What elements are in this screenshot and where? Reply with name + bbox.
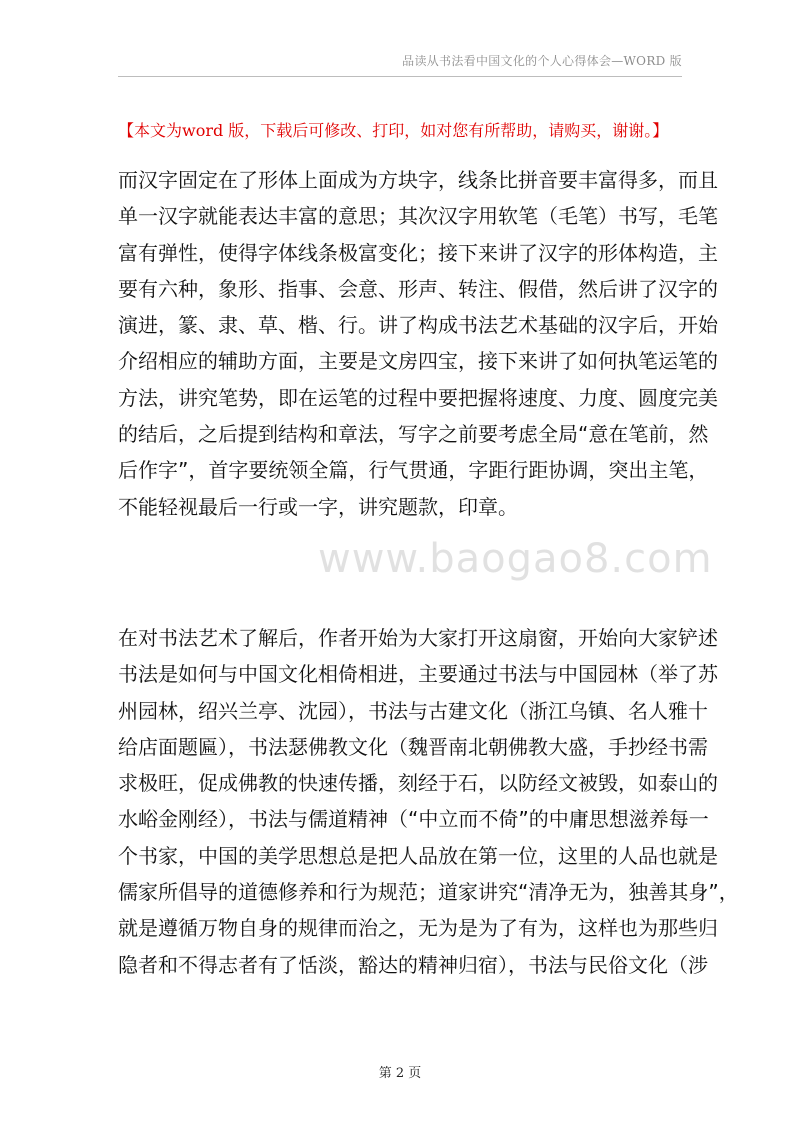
watermark: www.baogao8.com bbox=[318, 536, 713, 582]
text-line: 给店面题匾），书法瑟佛教文化（魏晋南北朝佛教大盛，手抄经书需 bbox=[118, 734, 708, 759]
text-line: 而汉字固定在了形体上面成为方块字，线条比拼音要丰富得多，而且 bbox=[118, 168, 718, 192]
paragraph-2 bbox=[118, 620, 739, 983]
page-header: 品读从书法看中国文化的个人心得体会—WORD 版 bbox=[402, 54, 682, 68]
text-line: 富有弹性，使得字体线条极富变化；接下来讲了汉字的形体构造，主 bbox=[118, 240, 718, 265]
text-line: 就是遵循万物自身的规律而治之，无为是为了有为，这样也为那些归 bbox=[118, 916, 718, 941]
text-line: 书法是如何与中国文化相倚相进，主要通过书法与中国园林（举了苏 bbox=[118, 662, 718, 687]
text-line: 的结后，之后提到结构和章法，写字之前要考虑全局“意在笔前，然 bbox=[118, 422, 709, 447]
text-line: 儒家所倡导的道德修养和行为规范；道家讲究“清净无为，独善其身”， bbox=[118, 880, 739, 905]
page-number: 第 2 页 bbox=[378, 1066, 422, 1081]
header-divider bbox=[118, 76, 682, 77]
text-line: 个书家，中国的美学思想总是把人品放在第一位，这里的人品也就是 bbox=[118, 843, 718, 868]
text-line: 方法，讲究笔势，即在运笔的过程中要把握将速度、力度、圆度完美 bbox=[118, 385, 718, 410]
text-line: 水峪金刚经），书法与儒道精神（“中立而不倚”的中庸思想滋养每一 bbox=[118, 807, 709, 832]
paragraph-1 bbox=[118, 162, 718, 525]
text-line: 州园林，绍兴兰亭、沈园），书法与古建文化（浙江乌镇、名人雅十 bbox=[118, 698, 708, 723]
text-line: 求极旺，促成佛教的快速传播，刻经于石，以防经文被毁，如泰山的 bbox=[118, 771, 718, 796]
text-line: 在对书法艺术了解后，作者开始为大家打开这扇窗，开始向大家铲述 bbox=[118, 626, 718, 650]
text-line: 演进，篆、隶、草、楷、行。讲了构成书法艺术基础的汉字后，开始 bbox=[118, 313, 718, 338]
download-notice: 【本文为word 版，下载后可修改、打印，如对您有所帮助，请购买，谢谢。】 bbox=[118, 121, 669, 140]
text-line: 要有六种，象形、指事、会意、形声、转注、假借，然后讲了汉字的 bbox=[118, 276, 718, 301]
text-line: 单一汉字就能表达丰富的意思；其次汉字用软笔（毛笔）书写，毛笔 bbox=[118, 204, 718, 229]
text-line: 后作字”，首字要统领全篇，行气贯通，字距行距协调，突出主笔， bbox=[118, 458, 709, 483]
text-line: 隐者和不得志者有了恬淡，豁达的精神归宿），书法与民俗文化（涉 bbox=[118, 952, 708, 977]
text-line: 不能轻视最后一行或一字，讲究题款，印章。 bbox=[118, 494, 518, 519]
text-line: 介绍相应的辅助方面，主要是文房四宝，接下来讲了如何执笔运笔的 bbox=[118, 349, 718, 374]
